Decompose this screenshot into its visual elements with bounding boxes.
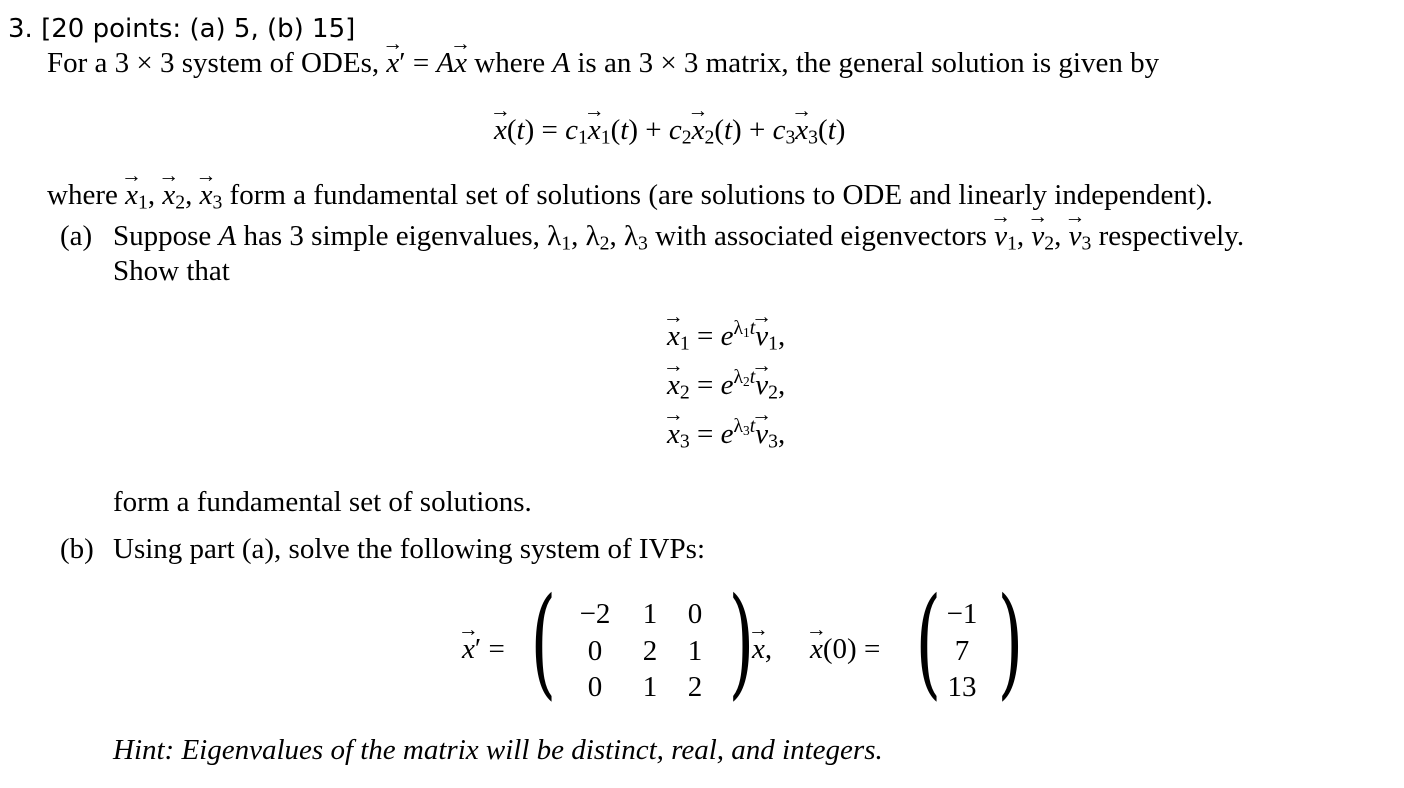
eigen-solution-2: → $x_2 = e^{\lambda_2t}\to v_2$, — [667, 369, 785, 402]
matrix-symbol: A — [552, 47, 571, 79]
matrix-cell: 0 — [687, 598, 703, 630]
intro-line — [47, 47, 1159, 80]
part-a-text-3: with associated eigenvectors — [647, 220, 995, 252]
where-text-1: where — [47, 179, 126, 211]
part-a-label: (a) — [60, 220, 93, 252]
matrix-cell: 0 — [587, 671, 603, 703]
initial-vector — [942, 598, 986, 708]
initial-cell: 13 — [947, 671, 977, 703]
initial-cell: −1 — [946, 598, 978, 630]
matrix-left-paren: ( — [530, 573, 557, 712]
general-solution-equation: → $x(t) = c_1\to x_1(t) + c_2\to x_2(t) + c_3\to x_3(t)$ — [494, 114, 845, 147]
part-b-label: (b) — [60, 533, 94, 565]
coefficient-matrix — [575, 598, 715, 708]
solution-vectors: → $x_1$, → $x_2$, → $x_3$ — [125, 179, 222, 211]
initial-left-paren: ( — [915, 573, 942, 712]
part-b-text: Using part (a), solve the following system of IVPs: — [113, 533, 706, 565]
matrix-right-paren: ) — [728, 573, 755, 712]
initial-condition-lhs: → x(0) = — [810, 633, 880, 666]
matrix-cell: 2 — [687, 671, 703, 703]
intro-text-eq: where — [467, 47, 553, 79]
eigen-solution-1: → $x_1 = e^{\lambda_1t}\to v_1$, — [667, 320, 785, 353]
part-a-conclusion: form a fundamental set of solutions. — [113, 486, 532, 518]
xvec-comma: → x, — [752, 633, 772, 666]
intro-text-2: is an 3 × 3 matrix, the general solution is given by — [570, 47, 1160, 79]
show-that-text: Show that — [113, 255, 230, 287]
eigenvectors: → $v_1$, → $v_2$, → $v_3$ — [994, 220, 1091, 252]
eigenvalues: $\lambda_1$, $\lambda_2$, $\lambda_3$ — [547, 220, 648, 255]
ode-equation: → x′ = A→ x — [386, 47, 467, 79]
problem-points: [20 points: (a) 5, (b) 15] — [41, 14, 356, 44]
where-text-2: form a fundamental set of solutions (are solutions to ODE and linearly independent). — [222, 179, 1213, 211]
part-a-text: Suppose A has 3 simple eigenvalues, $\lambda_1$, $\lambda_2$, $\lambda_3$ with associated eigenvectors → $v_1$, → $v_2$, → $v_3$ respectively. — [113, 220, 1244, 253]
matrix-cell: 0 — [587, 635, 603, 667]
matrix-cell: 1 — [642, 671, 658, 703]
hint-text: Hint: Eigenvalues of the matrix will be distinct, real, and integers. — [113, 734, 883, 766]
xprime-lhs: → x′ = — [462, 633, 505, 666]
initial-cell: 7 — [954, 635, 970, 667]
part-a-text-2: has 3 simple eigenvalues, — [236, 220, 548, 252]
part-a-text-1: Suppose — [113, 220, 219, 252]
matrix-cell: 2 — [642, 635, 658, 667]
intro-text-1: For a 3 × 3 system of ODEs, — [47, 47, 387, 79]
eigen-solution-3: → $x_3 = e^{\lambda_3t}\to v_3$, — [667, 418, 785, 451]
part-a-text-4: respectively. — [1091, 220, 1245, 252]
matrix-cell: −2 — [579, 598, 611, 630]
problem-header — [8, 14, 355, 44]
initial-right-paren: ) — [997, 573, 1024, 712]
matrix-cell: 1 — [687, 635, 703, 667]
problem-number: 3. — [8, 14, 33, 44]
matrix-cell: 1 — [642, 598, 658, 630]
